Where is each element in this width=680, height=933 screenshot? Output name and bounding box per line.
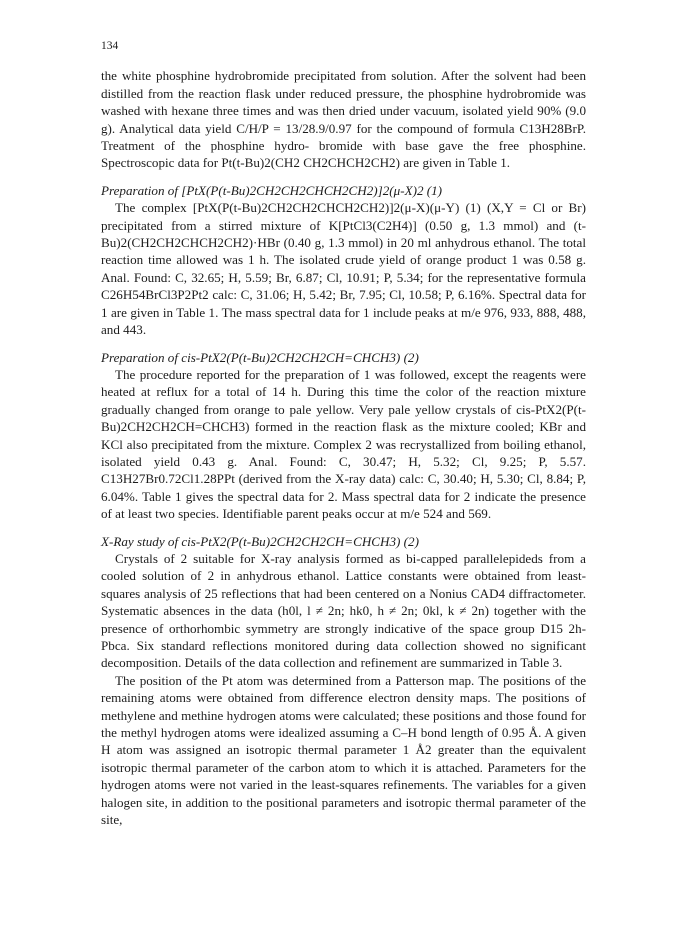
page-number: 134 — [101, 40, 119, 52]
intro-line: the white phosphine hydrobromide precipitated from solution. After the solvent had — [101, 68, 562, 84]
section-3-heading: X-Ray study of cis-PtX2(P(t-Bu)2CH2CH2CH=CHCH3) (2) — [101, 533, 419, 549]
intro-line: hydrobromide was washed with hexane three times and was then dried under — [101, 85, 586, 119]
section-3-paragraph-2: The position of the Pt atom was determined from a Patterson map. The positions of the remaining atoms were obtained from difference electron density maps. The positions of methylene and methine hydrogen atoms were calculated; these positions and those found for the methyl hydrogen atoms were idealized assuming a C–H bond length of 0.95 Å. A given H atom was assigned an isotropic thermal parameter 1 Å2 greater than the equivalent isotropic thermal parameter of the carbon atom to which it is attached. Parameters for the hydrogen atoms were not varied in the least-squares refinements. The variables for a given halogen site, in addition to the positional parameters and isotropic thermal parameter of the site, — [101, 672, 586, 828]
document-page — [101, 38, 586, 828]
section-3-paragraph-1: Crystals of 2 suitable for X-ray analysis formed as bi-capped parallelepideds from a cooled solution of 2 in anhydrous ethanol. Lattice constants were obtained from least-squares analysis of 25 reflections that had been centered on a Nonius CAD4 diffractometer. Systematic absences in the data (h0l, l ≠ 2n; hk0, h ≠ 2n; 0kl, k ≠ 2n) together with the presence of orthorhombic symmetry are strongly indicative of the space group D15 2h-Pbca. Six standard reflections monitored during data collection showed no significant decomposition. Details of the data collection and refinement are summarized in Table 3. — [101, 550, 586, 671]
section-2-heading: Preparation of cis-PtX2(P(t-Bu)2CH2CH2CH=CHCH3) (2) — [101, 349, 419, 365]
section-1-paragraph: The complex [PtX(P(t-Bu)2CH2CH2CHCH2CH2)]2(μ-X)(μ-Y) (1) (X,Y = Cl or Br) precipitated from a stirred mixture of K[PtCl3(C2H4)] (0.50 g, 1.3 mmol) and (t-Bu)2(CH2CH2CHCH2CH2)·HBr (0.40 g, 1.3 mmol) in 20 ml anhydrous ethanol. The total reaction time allowed was 1 h. The isolated crude yield of orange product 1 was 0.58 g. Anal. Found: C, 32.65; H, 5.59; Br, 6.87; Cl, 10.91; P, 5.34; for the representative formula C26H54BrCl3P2Pt2 calc: C, 31.06; H, 5.42; Br, 7.95; Cl, 10.58; P, 6.16%. Spectral data for 1 are given in Table 1. The mass spectral data for 1 include peaks at m/e 976, 933, 888, 488, and 443. — [101, 200, 586, 338]
intro-line: been distilled from the reaction flask under reduced pressure, the phosphine — [101, 68, 586, 101]
intro-paragraph — [101, 67, 586, 171]
intro-line: vacuum, isolated yield 90% (9.0 g). Analytical data yield C/H/P = 13/28.9/0.97 — [101, 103, 587, 136]
intro-line: CH2CHCH2CH2) are given in Table 1. — [303, 155, 511, 171]
intro-line: for the compound of formula C13H28BrP. Treatment of the phosphine hydro- — [101, 120, 586, 154]
section-2-paragraph: The procedure reported for the preparation of 1 was followed, except the reagents were heated at reflux for a total of 14 h. During this time the color of the reaction mixture gradually changed from orange to pale yellow. Very pale yellow crystals of cis-PtX2(P(t-Bu)2CH2CH2CH=CHCH3) formed in the reaction flask as the mixture cooled; KBr and KCl also precipitated from the mixture. Complex 2 was recrystallized from boiling ethanol, isolated yield 0.43 g. Anal. Found: C, 30.47; H, 5.32; Cl, 9.25; P, 5.57. C13H27Br0.72Cl1.28PPt (derived from the X-ray data) calc: C, 30.40; H, 5.30; Cl, 8.84; P, 6.04%. Table 1 gives the spectral data for 2. Mass spectral data for 2 indicate the presence of at least two species. Identifiable parent peaks occur at m/e 524 and 569. — [101, 366, 586, 522]
intro-line: bromide with base gave the free phosphine. Spectroscopic data for Pt(t-Bu)2(CH2 — [101, 138, 586, 171]
section-1-heading: Preparation of [PtX(P(t-Bu)2CH2CH2CHCH2CH2)]2(μ-X)2 (1) — [101, 182, 443, 198]
